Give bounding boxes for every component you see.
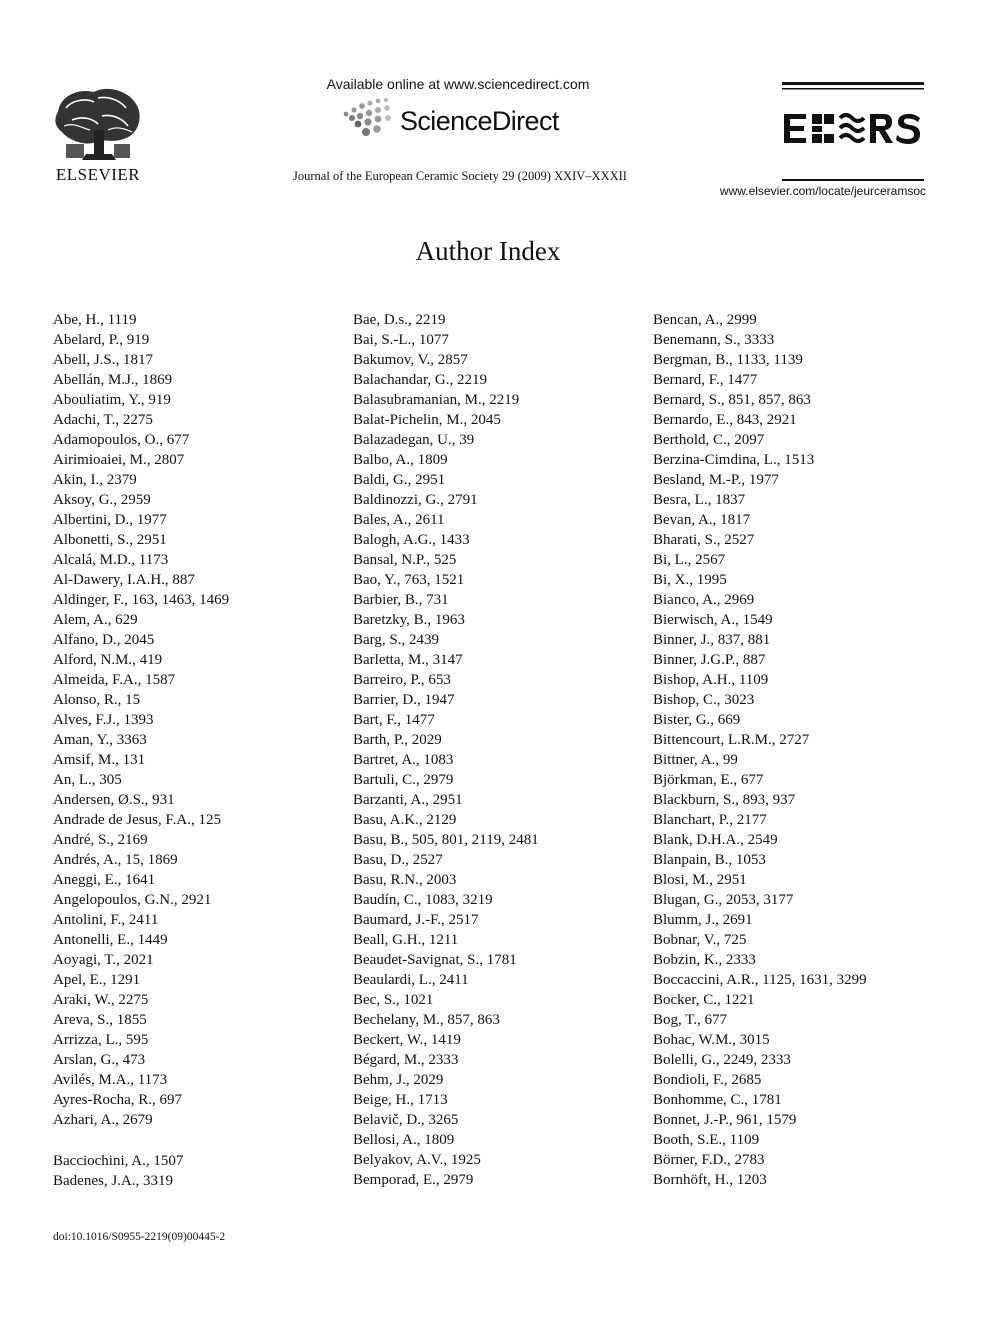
index-entry: Börner, F.D., 2783 (653, 1152, 765, 1168)
index-entry: Barrier, D., 1947 (353, 692, 455, 708)
index-entry: Belyakov, A.V., 1925 (353, 1152, 481, 1168)
index-entry: Alem, A., 629 (53, 612, 138, 628)
doi-footer: doi:10.1016/S0955-2219(09)00445-2 (53, 1231, 226, 1243)
sciencedirect-logo[interactable] (340, 96, 580, 142)
index-entry: Bae, D.s., 2219 (353, 312, 446, 328)
index-entry: Bellosi, A., 1809 (353, 1132, 455, 1148)
index-entry: Barbier, B., 731 (353, 592, 449, 608)
index-entry: An, L., 305 (53, 772, 122, 788)
index-entry: Bernard, S., 851, 857, 863 (653, 392, 811, 408)
index-entry: Azhari, A., 2679 (53, 1112, 153, 1128)
index-entry: Booth, S.E., 1109 (653, 1132, 760, 1148)
index-entry: Benemann, S., 3333 (653, 332, 775, 348)
index-entry: Berthold, C., 2097 (653, 432, 765, 448)
index-entry: Alves, F.J., 1393 (53, 712, 154, 728)
index-entry: Bishop, A.H., 1109 (653, 672, 769, 688)
ecers-logo (780, 80, 926, 152)
index-entry: Bao, Y., 763, 1521 (353, 572, 465, 588)
index-entry: Alfano, D., 2045 (53, 632, 155, 648)
index-entry: Bobzin, K., 2333 (653, 952, 756, 968)
index-entry: Beckert, W., 1419 (353, 1032, 461, 1048)
index-entry: Basu, B., 505, 801, 2119, 2481 (353, 832, 539, 848)
index-entry: Bevan, A., 1817 (653, 512, 751, 528)
index-entry: Beige, H., 1713 (353, 1092, 448, 1108)
index-entry: Basu, R.N., 2003 (353, 872, 457, 888)
index-entry: Bansal, N.P., 525 (353, 552, 457, 568)
index-entry: Balat-Pichelin, M., 2045 (353, 412, 501, 428)
journal-url-rule (782, 179, 924, 181)
index-entry: Blosi, M., 2951 (653, 872, 747, 888)
index-entry: Bakumov, V., 2857 (353, 352, 468, 368)
index-entry: Aldinger, F., 163, 1463, 1469 (53, 592, 230, 608)
journal-url-link[interactable]: www.elsevier.com/locate/jeurceramsoc (719, 184, 926, 198)
sciencedirect-dots-icon (340, 96, 402, 142)
index-entry: Apel, E., 1291 (53, 972, 141, 988)
index-entry: Bishop, C., 3023 (653, 692, 755, 708)
elsevier-logo (52, 86, 144, 184)
index-entry: Abe, H., 1119 (53, 312, 137, 328)
index-entry: Bartret, A., 1083 (353, 752, 454, 768)
index-entry: Belavič, D., 3265 (353, 1112, 459, 1128)
index-entry: Baumard, J.-F., 2517 (353, 912, 479, 928)
index-entry: Bernardo, E., 843, 2921 (653, 412, 797, 428)
available-online-text[interactable]: Available online at www.sciencedirect.com (326, 76, 590, 92)
index-entry: Abelard, P., 919 (53, 332, 150, 348)
index-entry: Bister, G., 669 (653, 712, 741, 728)
index-entry: Balachandar, G., 2219 (353, 372, 487, 388)
index-entry: Bornhöft, H., 1203 (653, 1172, 767, 1188)
index-column-3 (653, 310, 867, 1190)
index-entry: Blackburn, S., 893, 937 (653, 792, 796, 808)
index-entry: Boccaccini, A.R., 1125, 1631, 3299 (653, 972, 867, 988)
index-entry: Bégard, M., 2333 (353, 1052, 459, 1068)
index-entry: Basu, D., 2527 (353, 852, 443, 868)
index-entry: André, S., 2169 (53, 832, 148, 848)
index-entry: Bocker, C., 1221 (653, 992, 755, 1008)
index-entry: Andersen, Ø.S., 931 (53, 792, 175, 808)
index-entry: Aoyagi, T., 2021 (53, 952, 154, 968)
index-entry: Bechelany, M., 857, 863 (353, 1012, 500, 1028)
index-entry: Balasubramanian, M., 2219 (353, 392, 520, 408)
index-entry: Abellán, M.J., 1869 (53, 372, 173, 388)
index-entry: Areva, S., 1855 (53, 1012, 147, 1028)
index-entry: Bencan, A., 2999 (653, 312, 757, 328)
index-entry: Binner, J., 837, 881 (653, 632, 771, 648)
index-entry: Andrade de Jesus, F.A., 125 (53, 812, 221, 828)
index-entry: Bi, X., 1995 (653, 572, 727, 588)
index-entry: Bohac, W.M., 3015 (653, 1032, 770, 1048)
index-entry: Barg, S., 2439 (353, 632, 439, 648)
index-entry: Blanchart, P., 2177 (653, 812, 767, 828)
index-entry: Bacciochini, A., 1507 (53, 1153, 184, 1169)
index-entry: Baudín, C., 1083, 3219 (353, 892, 493, 908)
index-entry: Bartuli, C., 2979 (353, 772, 454, 788)
index-entry: Aman, Y., 3363 (53, 732, 147, 748)
index-entry: Bart, F., 1477 (353, 712, 435, 728)
index-entry: Björkman, E., 677 (653, 772, 764, 788)
index-entry: Baldinozzi, G., 2791 (353, 492, 478, 508)
index-entry: Bolelli, G., 2249, 2333 (653, 1052, 791, 1068)
index-entry: Antonelli, E., 1449 (53, 932, 168, 948)
index-entry: Balbo, A., 1809 (353, 452, 448, 468)
index-entry: Binner, J.G.P., 887 (653, 652, 766, 668)
page-title: Author Index (415, 236, 561, 266)
index-entry: Blugan, G., 2053, 3177 (653, 892, 794, 908)
index-entry: Antolini, F., 2411 (53, 912, 159, 928)
index-entry: Besra, L., 1837 (653, 492, 746, 508)
sciencedirect-wordmark: ScienceDirect (400, 106, 559, 136)
index-entry: Bonhomme, C., 1781 (653, 1092, 782, 1108)
index-entry: Bianco, A., 2969 (653, 592, 755, 608)
index-entry: Barth, P., 2029 (353, 732, 442, 748)
index-entry: Akin, I., 2379 (53, 472, 137, 488)
index-entry: Bog, T., 677 (653, 1012, 728, 1028)
index-entry: Balogh, A.G., 1433 (353, 532, 470, 548)
index-entry: Arrizza, L., 595 (53, 1032, 149, 1048)
index-entry: Arslan, G., 473 (53, 1052, 146, 1068)
index-entry: Alcalá, M.D., 1173 (53, 552, 169, 568)
index-entry: Basu, A.K., 2129 (353, 812, 457, 828)
elsevier-wordmark: ELSEVIER (55, 165, 141, 184)
index-entry: Bergman, B., 1133, 1139 (653, 352, 803, 368)
index-entry: Bobnar, V., 725 (653, 932, 747, 948)
letter-group-gap (53, 1130, 229, 1151)
index-entry: Beaudet-Savignat, S., 1781 (353, 952, 517, 968)
index-entry: Behm, J., 2029 (353, 1072, 444, 1088)
index-entry: Amsif, M., 131 (53, 752, 146, 768)
index-entry: Barreiro, P., 653 (353, 672, 451, 688)
index-column-2 (353, 310, 539, 1190)
index-entry: Bierwisch, A., 1549 (653, 612, 773, 628)
index-column-1 (53, 310, 229, 1191)
index-entry: Bittner, A., 99 (653, 752, 738, 768)
index-entry: Bi, L., 2567 (653, 552, 726, 568)
index-entry: Adamopoulos, O., 677 (53, 432, 190, 448)
index-entry: Avilés, M.A., 1173 (53, 1072, 168, 1088)
index-entry: Bittencourt, L.R.M., 2727 (653, 732, 810, 748)
index-entry: Airimioaiei, M., 2807 (53, 452, 185, 468)
index-entry: Albonetti, S., 2951 (53, 532, 167, 548)
index-entry: Bharati, S., 2527 (653, 532, 755, 548)
ecers-wordmark-icon (780, 80, 926, 152)
index-entry: Beall, G.H., 1211 (353, 932, 459, 948)
index-entry: Bondioli, F., 2685 (653, 1072, 762, 1088)
index-entry: Aneggi, E., 1641 (53, 872, 156, 888)
index-entry: Baldi, G., 2951 (353, 472, 446, 488)
index-entry: Almeida, F.A., 1587 (53, 672, 176, 688)
index-entry: Araki, W., 2275 (53, 992, 149, 1008)
index-entry: Blumm, J., 2691 (653, 912, 753, 928)
index-entry: Bai, S.-L., 1077 (353, 332, 449, 348)
index-entry: Albertini, D., 1977 (53, 512, 167, 528)
index-entry: Angelopoulos, G.N., 2921 (53, 892, 212, 908)
index-entry: Alonso, R., 15 (53, 692, 141, 708)
index-entry: Abell, J.S., 1817 (53, 352, 154, 368)
index-entry: Ayres-Rocha, R., 697 (53, 1092, 183, 1108)
elsevier-tree-icon (52, 86, 144, 166)
index-entry: Abouliatim, Y., 919 (53, 392, 171, 408)
index-entry: Bemporad, E., 2979 (353, 1172, 474, 1188)
index-entry: Al-Dawery, I.A.H., 887 (53, 572, 195, 588)
index-entry: Berzina-Cimdina, L., 1513 (653, 452, 815, 468)
index-entry: Bec, S., 1021 (353, 992, 434, 1008)
index-entry: Bernard, F., 1477 (653, 372, 758, 388)
index-entry: Blank, D.H.A., 2549 (653, 832, 778, 848)
index-entry: Barletta, M., 3147 (353, 652, 463, 668)
journal-citation: Journal of the European Ceramic Society 29 (2009) XXIV–XXXII (293, 169, 627, 183)
index-entry: Andrés, A., 15, 1869 (53, 852, 178, 868)
index-entry: Bonnet, J.-P., 961, 1579 (653, 1112, 797, 1128)
index-entry: Badenes, J.A., 3319 (53, 1173, 173, 1189)
index-entry: Bales, A., 2611 (353, 512, 445, 528)
index-entry: Adachi, T., 2275 (53, 412, 153, 428)
index-entry: Blanpain, B., 1053 (653, 852, 766, 868)
index-entry: Balazadegan, U., 39 (353, 432, 475, 448)
index-entry: Aksoy, G., 2959 (53, 492, 151, 508)
index-entry: Alford, N.M., 419 (53, 652, 163, 668)
index-entry: Besland, M.-P., 1977 (653, 472, 779, 488)
index-entry: Beaulardi, L., 2411 (353, 972, 469, 988)
index-entry: Baretzky, B., 1963 (353, 612, 465, 628)
index-entry: Barzanti, A., 2951 (353, 792, 463, 808)
